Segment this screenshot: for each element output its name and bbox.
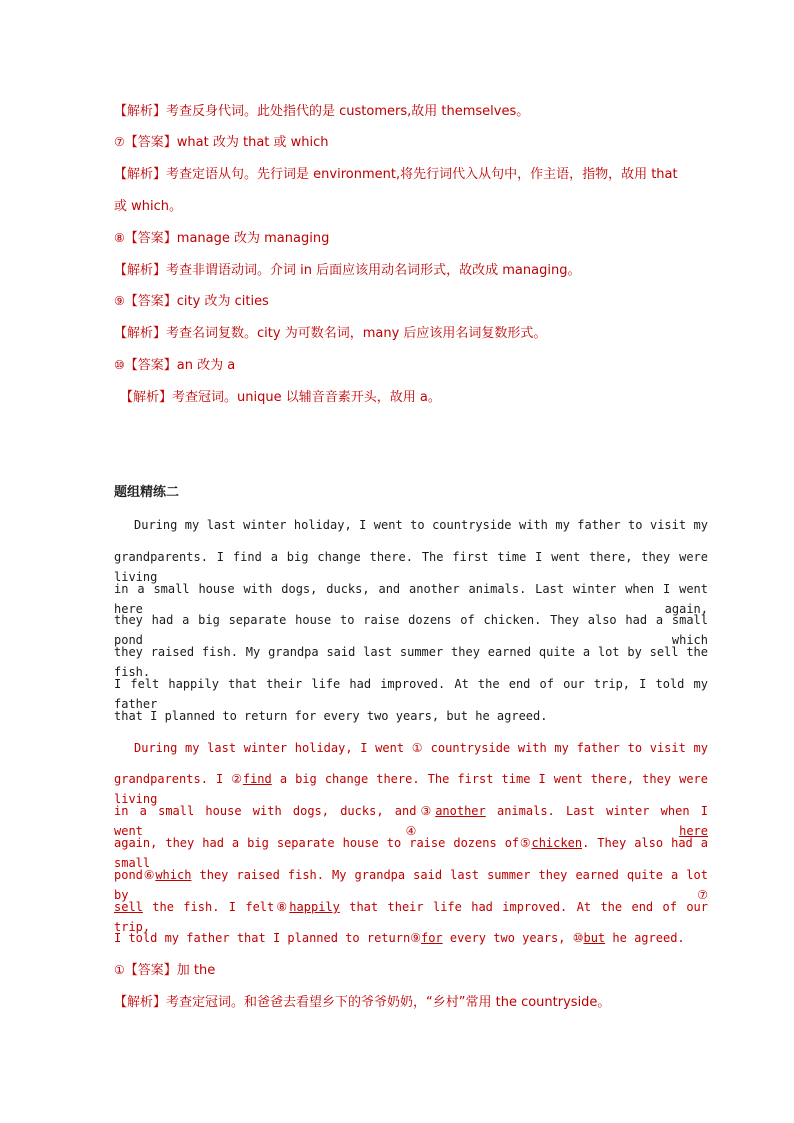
analysis-tag: 【解析】 (114, 995, 167, 1010)
text-segment: every two years, (442, 931, 573, 945)
text-segment: they raised fish. My grandpa said last summer they earned quite a lot by (114, 868, 708, 902)
analysis-tag: 【解析】 (114, 263, 167, 278)
text-segment: again, they had a big separate house to raise dozens of (114, 836, 520, 850)
answer-tag: 【答案】 (124, 231, 177, 246)
text-segment: that their life had improved. At the end of our trip, (114, 900, 708, 934)
passage-line: they had a big separate house to raise dozens of chicken. They also had a small pond which (114, 613, 708, 647)
answer-tag: 【答案】 (124, 963, 177, 978)
text-segment: a big change there. The first time I went there, they were living (114, 772, 708, 806)
error-marker: ⑧ (274, 900, 290, 914)
answer-line (114, 291, 708, 312)
passage-line: I felt happily that their life had improved. At the end of our trip, I told my father (114, 677, 708, 711)
error-marker: ④ (142, 824, 680, 838)
text-segment: he agreed. (605, 931, 685, 945)
text-segment: pond (114, 868, 143, 882)
analysis-line (120, 387, 714, 408)
answer-text: what 改为 that 或 which (176, 135, 329, 150)
item-number: ① (114, 963, 125, 977)
text-segment: I told my father that I planned to return (114, 931, 411, 945)
analysis-text: 考查非谓语动词。介词 in 后面应该用动名词形式，故改成 managing。 (166, 263, 581, 278)
analysis-text: 考查定语从句。先行词是 environment,将先行词代入从句中，作主语，指物，故用 that (166, 167, 678, 182)
passage-line: that I planned to return for every two years, but he agreed. (114, 709, 548, 723)
answer-text: city 改为 cities (176, 294, 269, 309)
analysis-text: 考查反身代词。此处指代的是 customers,故用 themselves。 (166, 104, 530, 119)
error-word: happily (289, 900, 340, 914)
error-word: sell (114, 900, 143, 914)
answer-tag: 【答案】 (124, 294, 177, 309)
text-segment: countryside with my father to visit my (423, 741, 708, 755)
error-marker: ⑤ (519, 836, 532, 850)
error-marker: ⑥ (142, 868, 156, 882)
analysis-line (114, 992, 708, 1013)
text-segment: animals. Last winter when I went (114, 804, 708, 838)
answer-text: an 改为 a (176, 358, 236, 373)
analysis-text: 或 which。 (114, 199, 183, 214)
marked-passage-line (114, 928, 708, 948)
text-segment: . They also had a small (114, 836, 708, 870)
item-number: ⑧ (114, 231, 125, 245)
passage-line: they raised fish. My grandpa said last summer they earned quite a lot by sell the fish. (114, 645, 708, 679)
text-segment: in a small house with dogs, ducks, and (114, 804, 417, 818)
answer-line (114, 355, 708, 376)
error-word: find (242, 772, 272, 786)
analysis-text: 考查名词复数。city 为可数名词，many 后应该用名词复数形式。 (166, 326, 547, 341)
analysis-continuation (114, 196, 708, 217)
answer-line (114, 228, 708, 249)
error-word: which (155, 868, 192, 882)
item-number: ⑨ (114, 294, 125, 308)
error-word: here (679, 824, 708, 838)
error-word: another (435, 804, 486, 818)
analysis-text: 考查定冠词。和爸爸去看望乡下的爷爷奶奶，“乡村”常用 the countryside。 (166, 995, 611, 1010)
text-segment: the fish. I felt (142, 900, 275, 914)
error-word: but (583, 931, 606, 945)
analysis-line (114, 260, 708, 281)
analysis-line (114, 101, 708, 122)
error-marker: ⑨ (410, 931, 421, 945)
analysis-tag: 【解析】 (114, 167, 167, 182)
passage-line: in a small house with dogs, ducks, and another animals. Last winter when I went here again, (114, 582, 708, 616)
answer-line (114, 132, 708, 153)
answer-tag: 【答案】 (124, 135, 177, 150)
error-marker: ③ (416, 804, 436, 818)
error-word: chicken (531, 836, 583, 850)
error-marker: ② (231, 772, 243, 786)
analysis-line (114, 323, 708, 344)
item-number: ⑩ (114, 358, 125, 372)
blank-marker: ① (411, 741, 423, 755)
section-title: 题组精练二 (114, 485, 180, 500)
answer-tag: 【答案】 (124, 358, 177, 373)
answer-line (114, 960, 708, 981)
text-segment: grandparents. I (114, 772, 232, 786)
marked-passage-line (134, 738, 708, 758)
analysis-line (114, 164, 708, 185)
analysis-tag: 【解析】 (114, 104, 167, 119)
analysis-tag: 【解析】 (120, 390, 173, 405)
answer-text: 加 the (176, 963, 216, 978)
passage-line: grandparents. I find a big change there. The first time I went there, they were living (114, 550, 708, 584)
error-marker: ⑦ (128, 888, 708, 902)
analysis-text: 考查冠词。unique 以辅音音素开头，故用 a。 (172, 390, 441, 405)
item-number: ⑦ (114, 135, 125, 149)
answer-text: manage 改为 managing (176, 231, 330, 246)
error-marker: ⑩ (572, 931, 584, 945)
text-segment: During my last winter holiday, I went (134, 741, 412, 755)
error-word: for (420, 931, 443, 945)
analysis-tag: 【解析】 (114, 326, 167, 341)
passage-line: During my last winter holiday, I went to countryside with my father to visit my (134, 518, 708, 532)
